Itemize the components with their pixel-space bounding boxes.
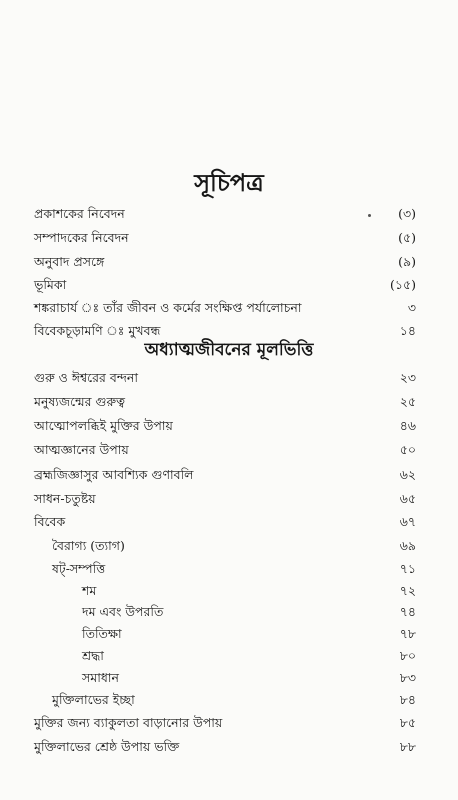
- toc-entry-page-number: ৩: [407, 300, 416, 315]
- toc-entry-label: মুক্তিলাভের শ্রেষ্ঠ উপায় ভক্তি: [34, 739, 180, 754]
- toc-entry-page-number: ৬২: [399, 467, 416, 482]
- toc-entry-page-number: (৩): [398, 206, 416, 221]
- toc-entry: [0, 273, 458, 297]
- toc-entry-page-number: ৮৫: [399, 715, 416, 730]
- toc-entry: [0, 390, 458, 414]
- toc-entry-label: সমাধান: [82, 670, 119, 685]
- toc-entry-label: বিবেকচূড়ামণি ঃ মুখবন্ধ: [34, 323, 161, 338]
- toc-entry: [0, 296, 458, 320]
- toc-entry-page-number: ২৩: [399, 370, 416, 385]
- toc-entry-page-number: ৫০: [399, 442, 416, 457]
- toc-entry-page-number: ৭৪: [399, 604, 416, 619]
- toc-entry-label: মুক্তির জন্য ব্যাকুলতা বাড়ানোর উপায়: [34, 715, 223, 730]
- toc-entry-label: অনুবাদ প্রসঙ্গে: [34, 254, 105, 269]
- toc-entry-page-number: ৬৭: [399, 514, 416, 529]
- toc-entry: [0, 202, 458, 226]
- toc-entry: [0, 414, 458, 438]
- toc-entry-page-number: (৯): [398, 254, 416, 269]
- toc-entry-label: ষট্-সম্পত্তি: [52, 561, 106, 576]
- toc-entry-label: শঙ্করাচার্য ঃ তাঁর জীবন ও কর্মের সংক্ষিপ্ত পর্যালোচনা: [34, 300, 302, 315]
- toc-entry: [0, 226, 458, 250]
- toc-entry-page-number: ৮০: [399, 648, 416, 663]
- toc-entry-label: ব্রহ্মজিজ্ঞাসুর আবশ্যিক গুণাবলি: [34, 467, 194, 482]
- toc-entry: [0, 622, 458, 646]
- toc-entry-page-number: ৭২: [399, 583, 416, 598]
- toc-entry: [0, 644, 458, 668]
- toc-entry: [0, 600, 458, 624]
- toc-entry-page-number: ৮৩: [399, 670, 416, 685]
- toc-entry: [0, 711, 458, 735]
- section-heading: অধ্যাত্মজীবনের মূলভিত্তি: [144, 340, 314, 360]
- toc-entry-page-number: (১৫): [390, 277, 416, 292]
- toc-entry-label: আত্মজ্ঞানের উপায়: [34, 442, 129, 457]
- toc-entry: [0, 557, 458, 581]
- toc-entry-label: গুরু ও ঈশ্বরের বন্দনা: [34, 370, 138, 385]
- toc-entry-label: দম এবং উপরতি: [82, 604, 164, 619]
- toc-entry-label: সম্পাদকের নিবেদন: [34, 230, 129, 245]
- toc-entry: [0, 688, 458, 712]
- toc-entry-page-number: ৮৮: [399, 739, 416, 754]
- toc-entry: [0, 438, 458, 462]
- toc-entry-page-number: ৭১: [399, 561, 416, 576]
- toc-entry: [0, 534, 458, 558]
- toc-entry-page-number: ৬৫: [399, 491, 416, 506]
- toc-entry: [0, 250, 458, 274]
- toc-entry: [0, 463, 458, 487]
- toc-entry: [0, 487, 458, 511]
- toc-entry-label: তিতিক্ষা: [82, 626, 122, 641]
- toc-entry: [0, 666, 458, 690]
- toc-entry-label: বৈরাগ্য (ত্যাগ): [52, 538, 125, 553]
- toc-entry-label: বিবেক: [34, 514, 66, 529]
- toc-entry-label: শম: [82, 583, 97, 598]
- toc-entry-label: আত্মোপলব্ধিই মুক্তির উপায়: [34, 418, 173, 433]
- toc-entry-page-number: ২৫: [399, 394, 416, 409]
- toc-entry-label: ভূমিকা: [34, 277, 67, 292]
- toc-entry: [0, 319, 458, 343]
- toc-entry-label: সাধন-চতুষ্টয়: [34, 491, 96, 506]
- toc-entry-page-number: ৮৪: [399, 692, 416, 707]
- toc-entry: [0, 366, 458, 390]
- toc-entry-label: প্রকাশকের নিবেদন: [34, 206, 125, 221]
- toc-entry-label: মুক্তিলাভের ইচ্ছা: [52, 692, 135, 707]
- toc-entry: [0, 510, 458, 534]
- toc-entry-page-number: ৬৯: [399, 538, 416, 553]
- toc-entry-page-number: ৪৬: [399, 418, 416, 433]
- toc-entry-page-number: (৫): [398, 230, 416, 245]
- toc-entry: [0, 735, 458, 759]
- toc-entry-page-number: ১৪: [399, 323, 416, 338]
- toc-entry-label: শ্রদ্ধা: [82, 648, 104, 663]
- toc-entry-label: মনুষ্যজন্মের গুরুত্ব: [34, 394, 126, 409]
- toc-entry-page-number: ৭৮: [399, 626, 416, 641]
- page-title: সূচিপত্র: [194, 168, 264, 197]
